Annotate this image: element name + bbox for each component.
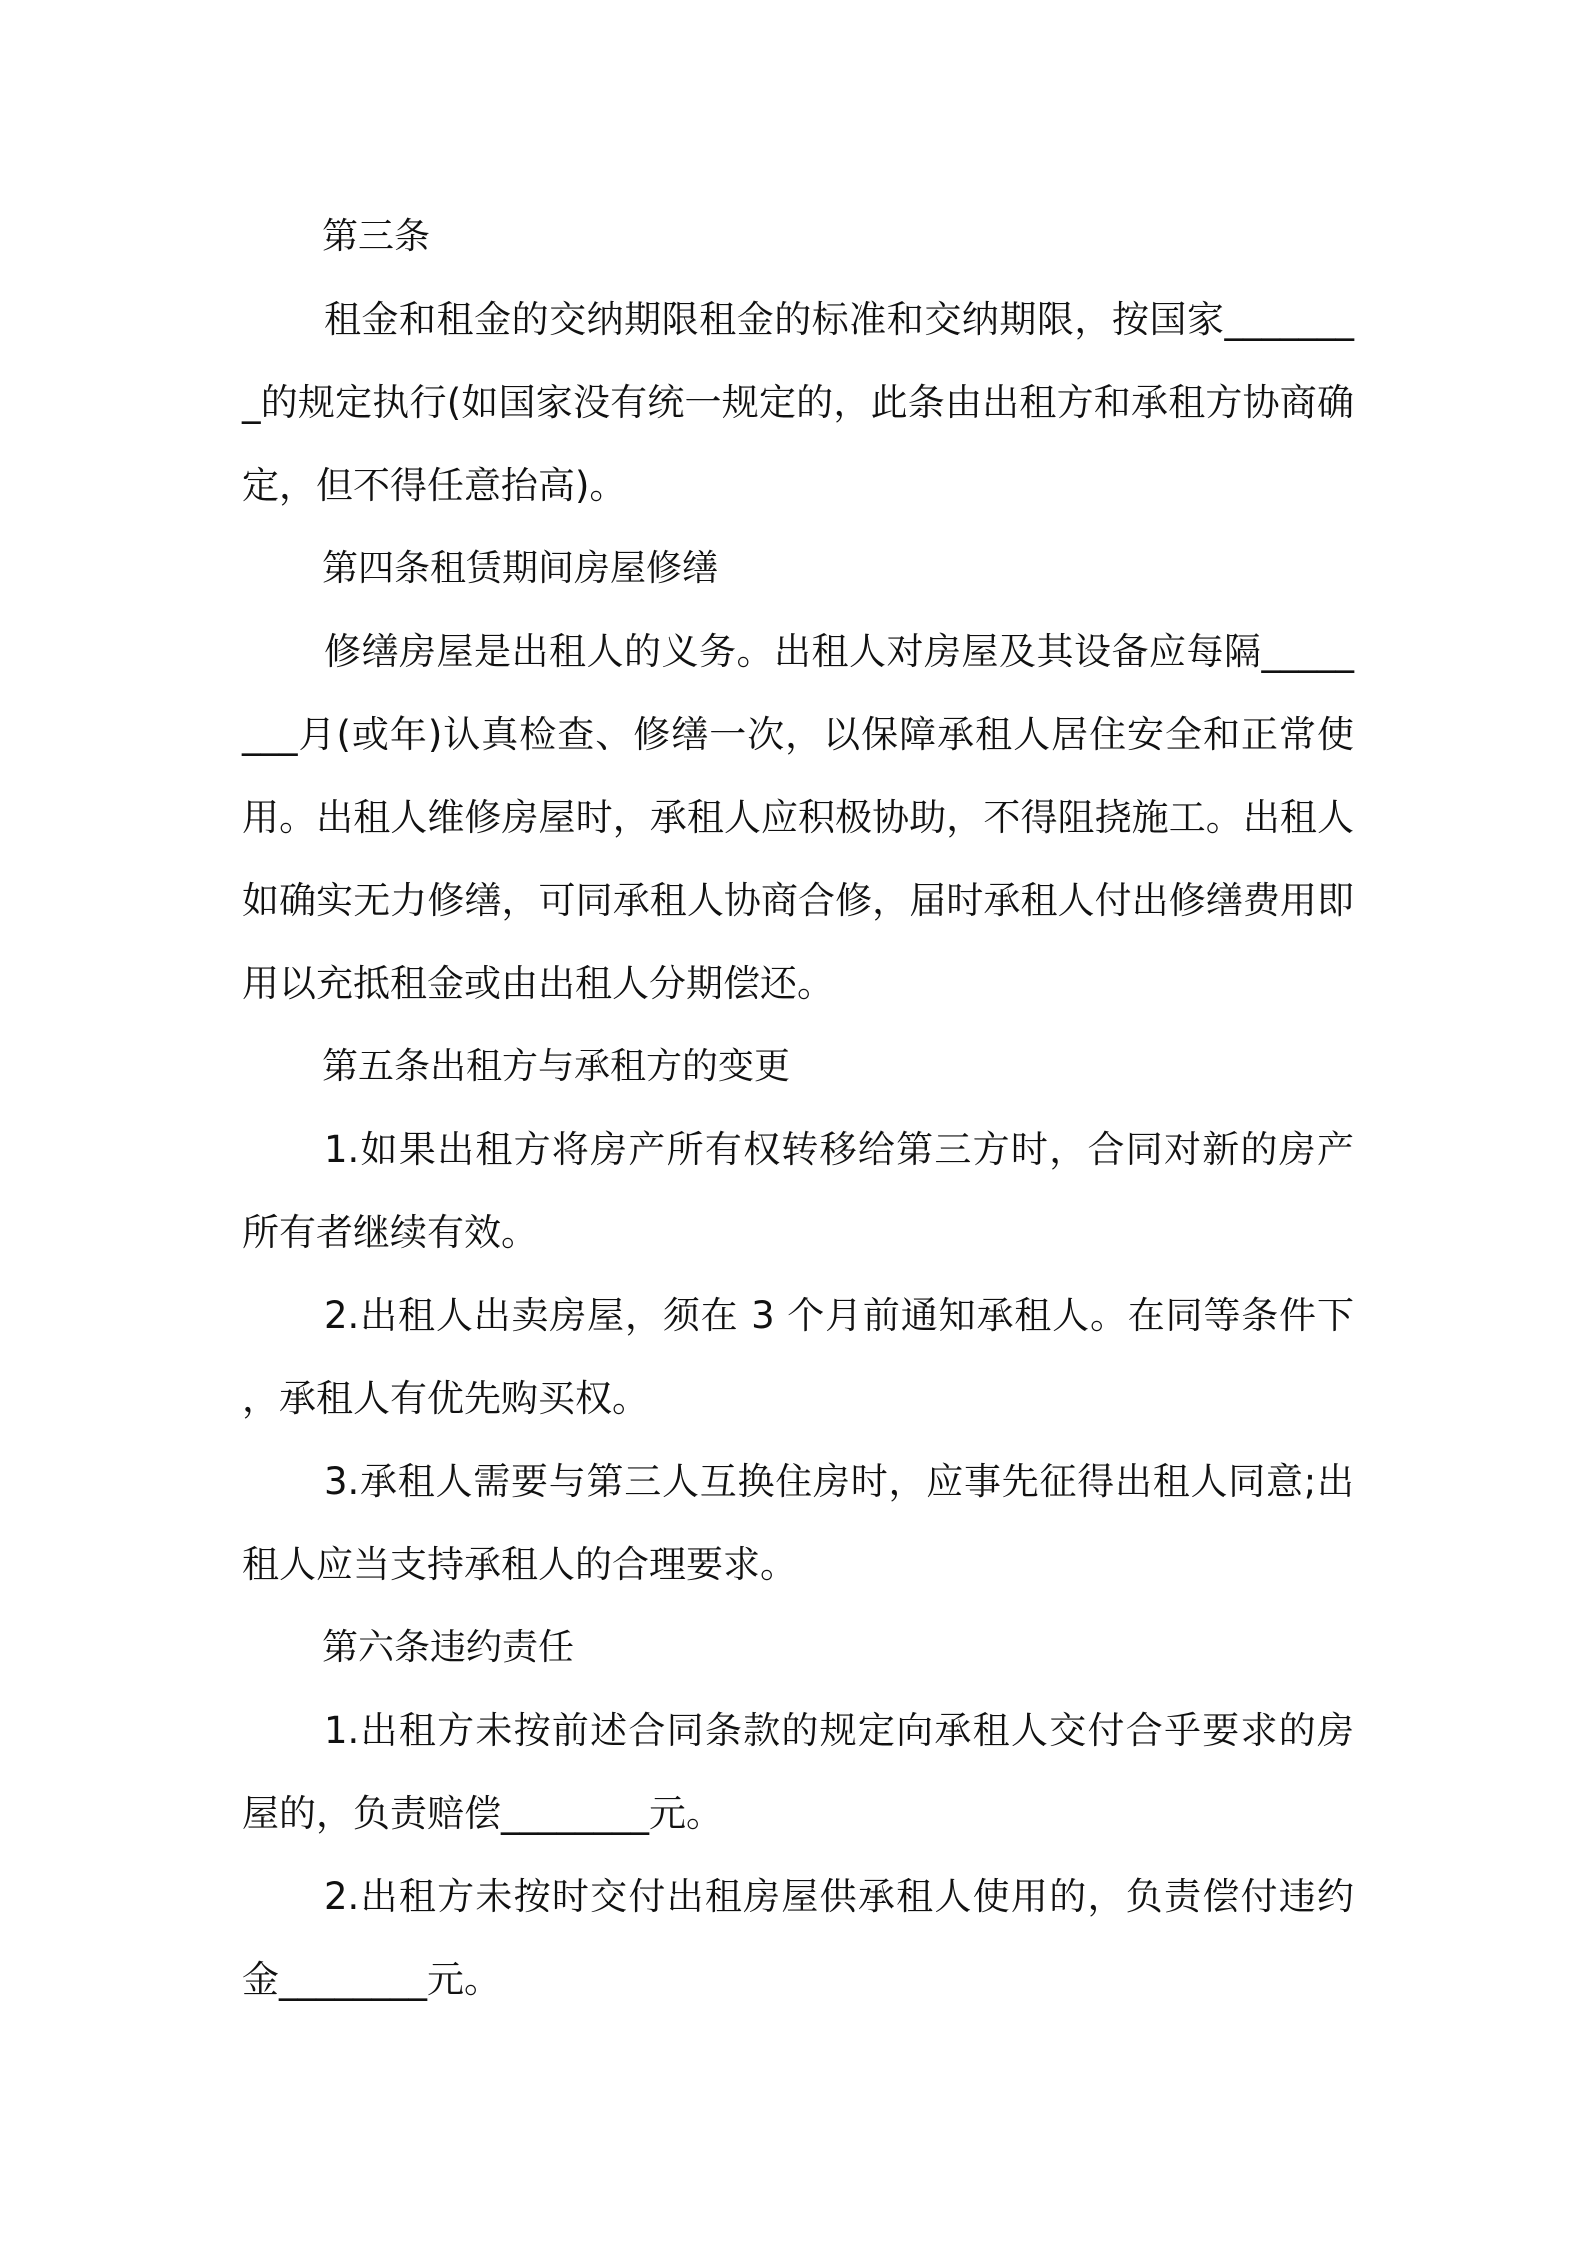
article-5 <box>242 1025 1354 1606</box>
article-paragraph: 2.出租方未按时交付出租房屋供承租人使用的，负责偿付违约金________元。 <box>242 1875 1354 2001</box>
article-paragraph: 2.出租人出卖房屋，须在 3 个月前通知承租人。在同等条件下，承租人有优先购买权。 <box>242 1294 1354 1420</box>
article-heading: 第三条 <box>322 216 431 257</box>
article-4 <box>242 527 1354 1025</box>
article-3 <box>242 195 1354 527</box>
article-heading: 第六条违约责任 <box>322 1627 575 1668</box>
article-paragraph: 租金和租金的交纳期限租金的标准和交纳期限，按国家________的规定执行(如国家没有统一规定的，此条由出租方和承租方协商确定，但不得任意抬高)。 <box>242 298 1354 507</box>
article-paragraph: 修缮房屋是出租人的义务。出租人对房屋及其设备应每隔________月(或年)认真检查、修缮一次，以保障承租人居住安全和正常使用。出租人维修房屋时，承租人应积极协助，不得阻挠施工。出租人如确实无力修缮，可同承租人协商合修，届时承租人付出修缮费用即用以充抵租金或由出租人分期偿还。 <box>242 630 1354 1005</box>
article-paragraph: 1.出租方未按前述合同条款的规定向承租人交付合乎要求的房屋的，负责赔偿________元。 <box>242 1709 1354 1835</box>
article-heading: 第四条租赁期间房屋修缮 <box>322 548 719 589</box>
document-body <box>242 195 1354 2021</box>
article-heading: 第五条出租方与承租方的变更 <box>322 1046 791 1087</box>
article-paragraph: 3.承租人需要与第三人互换住房时，应事先征得出租人同意;出租人应当支持承租人的合理要求。 <box>242 1460 1354 1586</box>
article-6 <box>242 1606 1354 2021</box>
article-paragraph: 1.如果出租方将房产所有权转移给第三方时，合同对新的房产所有者继续有效。 <box>242 1128 1354 1254</box>
